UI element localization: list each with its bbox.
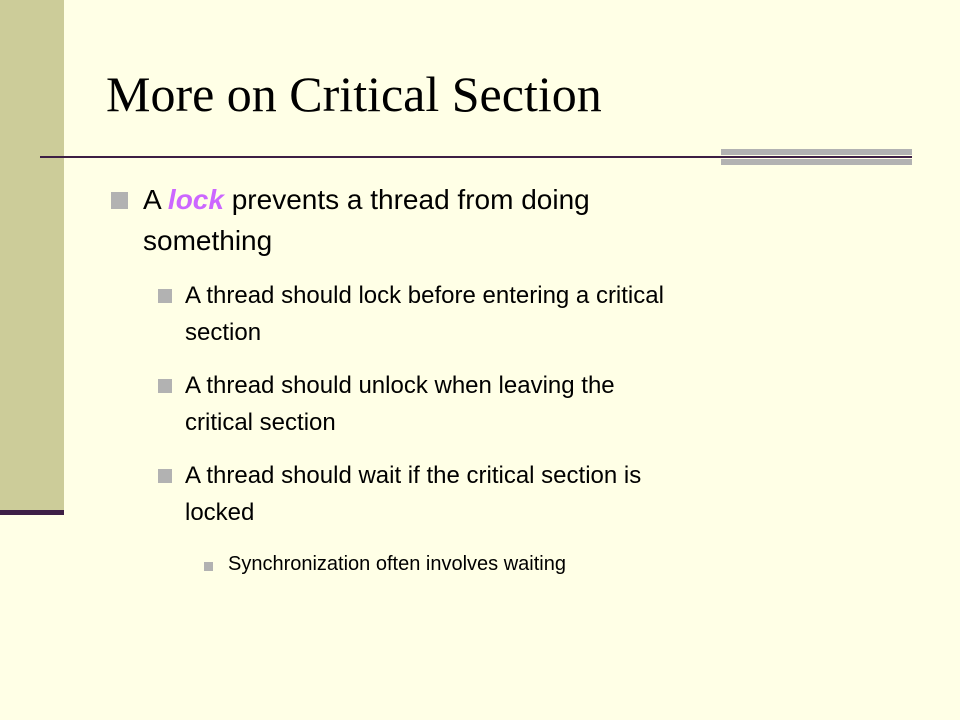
keyword-lock: lock [167, 184, 224, 215]
sub-sub-bullet-square-icon [204, 562, 213, 571]
bullet-square-icon [111, 192, 128, 209]
decorative-left-bar [0, 0, 64, 512]
sub-sub-bullet-text: Synchronization often involves waiting [228, 553, 566, 575]
sub-bullet-text-continuation: section [185, 319, 262, 346]
sub-bullet-text-continuation: critical section [185, 409, 336, 436]
sub-bullet-text: A thread should lock before entering a critical [185, 282, 664, 309]
sub-bullet-square-icon [158, 289, 172, 303]
sub-bullet-square-icon [158, 469, 172, 483]
title-divider-accent [721, 149, 912, 166]
decorative-left-bar-cap [0, 510, 64, 515]
sub-bullet-text: A thread should unlock when leaving the [185, 372, 615, 399]
bullet-text-rest: prevents a thread from doing [223, 184, 590, 215]
sub-bullet-square-icon [158, 379, 172, 393]
bullet-text-prefix: A [143, 184, 168, 215]
bullet-text [143, 181, 590, 219]
bullet-text-continuation: something [143, 225, 273, 256]
slide-title: More on Critical Section [106, 66, 602, 122]
sub-bullet-text: A thread should wait if the critical section is [185, 462, 642, 489]
sub-bullet-text-continuation: locked [185, 499, 255, 526]
